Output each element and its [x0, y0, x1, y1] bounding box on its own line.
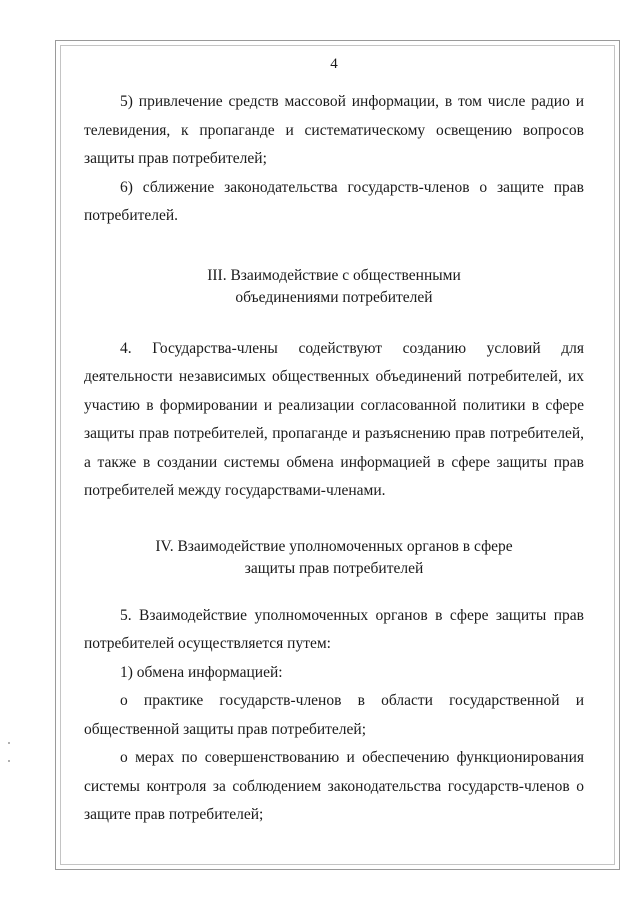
section-3-heading-line2: объединениями потребителей — [235, 288, 433, 306]
section-3-heading — [84, 265, 584, 309]
list-subitem-practice: о практике государств-членов в области государственной и общественной защиты прав потребителей; — [84, 692, 584, 738]
section-3-heading-line1: III. Взаимодействие с общественными — [207, 266, 461, 284]
page-number: 4 — [330, 56, 338, 72]
paragraph-clause-5: 5. Взаимодействие уполномоченных органов в сфере защиты прав потребителей осуществляется путем: — [84, 606, 584, 652]
list-item-information-exchange: 1) обмена информацией: — [120, 663, 283, 681]
paragraph-item-5: 5) привлечение средств массовой информации, в том числе радио и телевидения, к пропаганде и систематическому освещению вопросов защиты прав потребителей; — [84, 93, 584, 167]
section-4-heading-line1: IV. Взаимодействие уполномоченных органов в сфере — [155, 537, 513, 555]
scan-artifact — [8, 742, 10, 744]
document-body — [84, 54, 584, 830]
paragraph-item-6: 6) сближение законодательства государств-членов о защите прав потребителей. — [84, 178, 584, 224]
section-4-heading — [84, 536, 584, 580]
scan-artifact — [8, 760, 10, 762]
paragraph-clause-4: 4. Государства-члены содействуют созданию условий для деятельности независимых общественных объединений потребителей, их участию в формировании и реализации согласованной политики в сфере защиты прав потребителей, пропаганде и разъяснению прав потребителей, а также в создании системы обмена информацией в сфере защиты прав потребителей между государствами-членами. — [84, 339, 584, 499]
list-subitem-measures: о мерах по совершенствованию и обеспечению функционирования системы контроля за соблюдением законодательства государств-членов о защите прав потребителей; — [84, 749, 584, 823]
section-4-heading-line2: защиты прав потребителей — [244, 559, 424, 577]
